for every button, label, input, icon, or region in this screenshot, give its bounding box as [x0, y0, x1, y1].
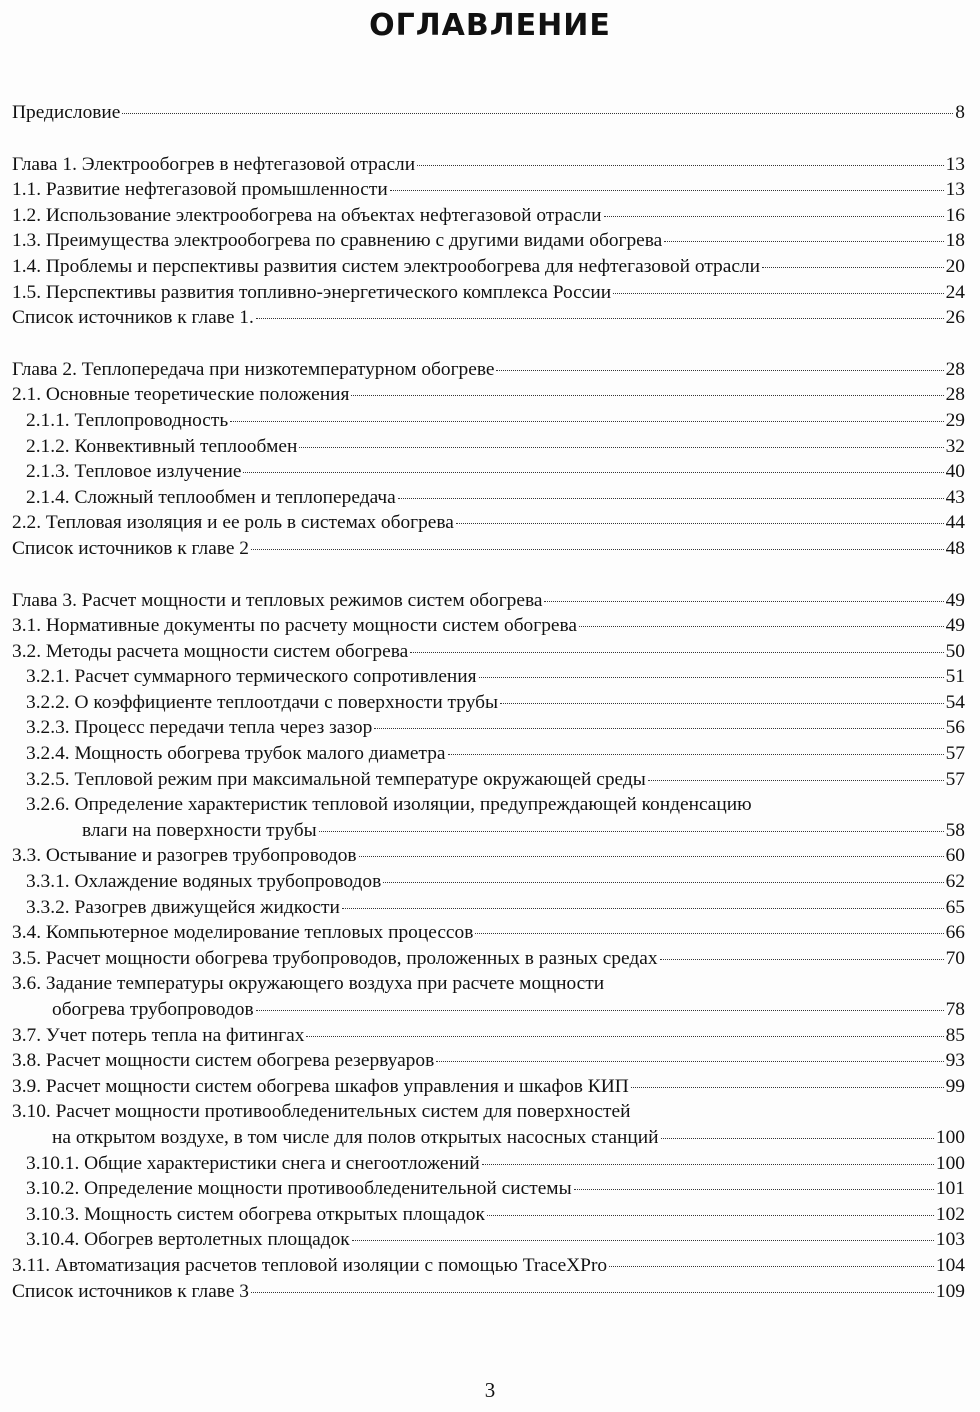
toc-entry-title: 3.2.1. Расчет суммарного термического сопротивления [26, 666, 477, 688]
toc-entry[interactable] [12, 613, 965, 639]
toc-entry-page: 16 [945, 204, 965, 226]
dot-leader [374, 728, 943, 729]
toc-entry-page: 102 [935, 1203, 965, 1225]
toc-entry-title: 1.5. Перспективы развития топливно-энергетического комплекса России [12, 281, 612, 303]
dot-leader [417, 165, 943, 166]
toc-entry-title: 3.2.5. Тепловой режим при максимальной температуре окружающей среды [26, 768, 646, 790]
toc-entry-title: Глава 1. Электрообогрев в нефтегазовой отрасли [12, 153, 416, 175]
dot-leader [579, 626, 944, 627]
dot-leader [230, 421, 943, 422]
toc-entry-title: 3.3.1. Охлаждение водяных трубопроводов [26, 871, 382, 893]
toc-entry-page: 56 [945, 717, 965, 739]
dot-leader [482, 1164, 934, 1165]
toc-entry-page: 93 [945, 1050, 965, 1072]
toc-entry-title: на открытом воздухе, в том числе для полов открытых насосных станций [52, 1126, 659, 1148]
toc-entry-title: Список источников к главе 1. [12, 307, 254, 329]
dot-leader [398, 498, 944, 499]
toc-entry-title: 1.1. Развитие нефтегазовой промышленности [12, 179, 388, 201]
dot-leader [613, 293, 943, 294]
toc-entry-page: 57 [945, 768, 965, 790]
toc-entry-title: 3.8. Расчет мощности систем обогрева резервуаров [12, 1050, 435, 1072]
dot-leader [487, 1215, 934, 1216]
toc-entry-title: обогрева трубопроводов [52, 999, 254, 1020]
dot-leader [648, 780, 944, 781]
toc-entry-title: 3.3.2. Разогрев движущейся жидкости [26, 896, 340, 918]
toc-entry-title: 3.10.1. Общие характеристики снега и снегоотложений [26, 1152, 480, 1174]
toc-entry[interactable] [12, 434, 965, 460]
toc-entry-title: 2.1. Основные теоретические положения [12, 384, 350, 406]
toc-entry-page: 109 [935, 1280, 965, 1302]
toc-entry-title: Список источников к главе 2 [12, 537, 250, 559]
dot-leader [256, 1010, 944, 1011]
toc-entry-title: 1.3. Преимущества электрообогрева по сравнению с другими видами обогрева [12, 230, 663, 252]
toc-entry-page: 32 [945, 435, 965, 457]
toc-entry-title: 3.3. Остывание и разогрев трубопроводов [12, 845, 357, 867]
toc-entry-page: 99 [945, 1075, 965, 1097]
toc-entry-title: 3.2.2. О коэффициенте теплоотдачи с поверхности трубы [26, 691, 499, 713]
page-title: ОГЛАВЛЕНИЕ [369, 8, 611, 43]
toc-entry[interactable] [12, 792, 965, 818]
toc-entry[interactable] [12, 305, 965, 331]
toc-entry-title: 3.2.3. Процесс передачи тепла через зазор [26, 717, 373, 739]
dot-leader [544, 601, 943, 602]
toc-entry-title: 3.10.4. Обогрев вертолетных площадок [26, 1229, 350, 1251]
toc-entry-title: 1.4. Проблемы и перспективы развития систем электрообогрева для нефтегазовой отрасли [12, 255, 760, 277]
toc-entry-page: 54 [945, 691, 965, 713]
toc-entry-page: 49 [945, 615, 965, 637]
toc-entry[interactable] [12, 485, 965, 511]
toc-entry-page: 44 [945, 512, 965, 534]
toc-entry-title: Предисловие [12, 102, 121, 123]
toc-entry-title: 3.10.2. Определение мощности противообледенительной системы [26, 1178, 572, 1200]
toc-entry[interactable] [12, 1048, 965, 1074]
page-number: 3 [484, 1378, 496, 1402]
toc-entry-page: 70 [945, 947, 965, 969]
toc-entry[interactable] [12, 280, 965, 306]
toc-entry-page: 26 [945, 307, 965, 329]
toc-entry-title: 3.11. Автоматизация расчетов тепловой изоляции с помощью TraceXPro [12, 1254, 608, 1276]
dot-leader [456, 523, 944, 524]
dot-leader [251, 1292, 934, 1293]
toc-entry-title: влаги на поверхности трубы [82, 819, 317, 841]
toc-entry-page: 50 [945, 640, 965, 662]
toc-entry-page: 43 [945, 486, 965, 508]
toc-entry-title: 2.1.1. Теплопроводность [26, 409, 229, 431]
toc-entry[interactable] [12, 920, 965, 946]
dot-leader [342, 908, 944, 909]
chapter-1-group [12, 152, 965, 331]
toc-entry[interactable] [12, 1253, 965, 1279]
toc-entry[interactable] [12, 1023, 965, 1049]
toc-entry[interactable] [12, 869, 965, 895]
toc-entry-title: Список источников к главе 3 [12, 1280, 250, 1302]
toc-entry[interactable] [12, 895, 965, 921]
dot-leader [436, 1061, 943, 1062]
toc-entry[interactable] [12, 536, 965, 562]
toc-entry[interactable] [12, 1074, 965, 1100]
toc-entry[interactable] [12, 459, 965, 485]
toc-entry-page: 103 [935, 1229, 965, 1251]
toc-entry[interactable] [12, 767, 965, 793]
toc-entry-title: 2.1.3. Тепловое излучение [26, 461, 242, 483]
dot-leader [604, 216, 944, 217]
dot-leader [500, 703, 944, 704]
toc-entry-page: 28 [945, 358, 965, 380]
toc-entry[interactable] [12, 741, 965, 767]
toc-entry-title: 3.9. Расчет мощности систем обогрева шкафов управления и шкафов КИП [12, 1075, 629, 1097]
toc-entry[interactable] [12, 1279, 965, 1305]
dot-leader [256, 318, 944, 319]
toc-entry-title: 3.10.3. Мощность систем обогрева открытых площадок [26, 1203, 485, 1225]
toc-entry-title: 3.2. Методы расчета мощности систем обогрева [12, 640, 409, 662]
toc-entry-title: Глава 3. Расчет мощности и тепловых режимов систем обогрева [12, 589, 543, 611]
toc-entry[interactable] [12, 997, 965, 1023]
toc-entry-page: 104 [935, 1254, 965, 1276]
dot-leader [660, 959, 944, 960]
toc-entry-page: 8 [955, 102, 965, 123]
toc-entry[interactable] [12, 228, 965, 254]
dot-leader [243, 472, 943, 473]
toc-entry-page: 13 [945, 179, 965, 201]
toc-entry[interactable] [12, 254, 965, 280]
toc-entry-page: 28 [945, 384, 965, 406]
toc-entry-page: 101 [935, 1178, 965, 1200]
toc-entry-title: 1.2. Использование электрообогрева на объектах нефтегазовой отрасли [12, 204, 602, 226]
toc-entry-page: 51 [945, 666, 965, 688]
toc-entry[interactable] [12, 1151, 965, 1177]
toc-entry-page: 40 [945, 461, 965, 483]
dot-leader [410, 652, 943, 653]
toc-entry-page: 48 [945, 537, 965, 559]
dot-leader [661, 1138, 934, 1139]
toc-entry[interactable] [12, 357, 965, 383]
dot-leader [390, 190, 944, 191]
toc-entry[interactable] [12, 971, 965, 997]
toc-entry-page: 62 [945, 871, 965, 893]
dot-leader [306, 1036, 943, 1037]
dot-leader [351, 395, 943, 396]
toc-entry-title: 3.2.4. Мощность обогрева трубок малого диаметра [26, 743, 446, 765]
toc-entry-page: 100 [935, 1126, 965, 1148]
toc-entry[interactable] [12, 1099, 965, 1125]
toc-entry-title: Глава 2. Теплопередача при низкотемпературном обогреве [12, 358, 495, 380]
dot-leader [475, 933, 943, 934]
toc-entry[interactable] [12, 177, 965, 203]
toc-entry[interactable] [12, 843, 965, 869]
dot-leader [299, 447, 943, 448]
toc-entry-page: 58 [945, 819, 965, 841]
toc-entry[interactable] [12, 818, 965, 844]
toc-entry-page: 57 [945, 743, 965, 765]
toc-entry-page: 24 [945, 281, 965, 303]
toc-entry[interactable] [12, 1202, 965, 1228]
dot-leader [664, 241, 943, 242]
toc-entry-page: 18 [945, 230, 965, 252]
toc-entry[interactable] [12, 690, 965, 716]
dot-leader [352, 1240, 934, 1241]
toc-entry-title: 2.2. Тепловая изоляция и ее роль в системах обогрева [12, 512, 454, 534]
dot-leader [251, 549, 944, 550]
chapter-3-group [12, 588, 965, 1305]
dot-leader [448, 754, 944, 755]
dot-leader [479, 677, 944, 678]
dot-leader [122, 113, 953, 114]
toc-entry-title: 2.1.4. Сложный теплообмен и теплопередача [26, 486, 396, 508]
toc-entry[interactable] [12, 1227, 965, 1253]
chapter-2-group [12, 357, 965, 562]
dot-leader [359, 856, 944, 857]
toc-entry-title: 2.1.2. Конвективный теплообмен [26, 435, 298, 457]
toc-entry[interactable] [12, 715, 965, 741]
toc-entry[interactable] [12, 588, 965, 614]
dot-leader [383, 882, 943, 883]
toc-entry-title: 3.7. Учет потерь тепла на фитингах [12, 1024, 305, 1046]
toc-entry-title: 3.10. Расчет мощности противообледенительных систем для поверхностей [12, 1101, 631, 1123]
toc-entry-page: 66 [945, 922, 965, 944]
toc-entry-title: 3.1. Нормативные документы по расчету мощности систем обогрева [12, 615, 578, 637]
toc-entry-title: 3.4. Компьютерное моделирование тепловых процессов [12, 922, 474, 944]
dot-leader [762, 267, 944, 268]
toc-entry[interactable] [12, 946, 965, 972]
toc-entry[interactable] [12, 1125, 965, 1151]
table-of-contents [12, 100, 965, 1304]
toc-entry-page: 29 [945, 409, 965, 431]
toc-entry-title: 3.2.6. Определение характеристик тепловой изоляции, предупреждающей конденсацию [26, 794, 752, 816]
toc-entry-title: 3.5. Расчет мощности обогрева трубопроводов, проложенных в разных средах [12, 947, 658, 969]
toc-entry-page: 20 [945, 255, 965, 277]
toc-entry-page: 85 [945, 1024, 965, 1046]
toc-entry[interactable] [12, 639, 965, 665]
toc-entry-page: 65 [945, 896, 965, 918]
dot-leader [574, 1189, 934, 1190]
toc-entry[interactable] [12, 100, 965, 126]
toc-entry[interactable] [12, 152, 965, 178]
dot-leader [496, 370, 943, 371]
toc-entry-page: 78 [945, 999, 965, 1020]
toc-entry[interactable] [12, 1176, 965, 1202]
toc-entry[interactable] [12, 382, 965, 408]
toc-entry-page: 13 [945, 153, 965, 175]
toc-entry-page: 60 [945, 845, 965, 867]
toc-entry[interactable] [12, 408, 965, 434]
toc-entry-title: 3.6. Задание температуры окружающего воздуха при расчете мощности [12, 973, 605, 995]
dot-leader [319, 831, 944, 832]
dot-leader [609, 1266, 934, 1267]
toc-entry[interactable] [12, 510, 965, 536]
toc-entry-page: 100 [935, 1152, 965, 1174]
toc-entry[interactable] [12, 664, 965, 690]
toc-entry-page: 49 [945, 589, 965, 611]
toc-entry[interactable] [12, 203, 965, 229]
dot-leader [631, 1087, 944, 1088]
